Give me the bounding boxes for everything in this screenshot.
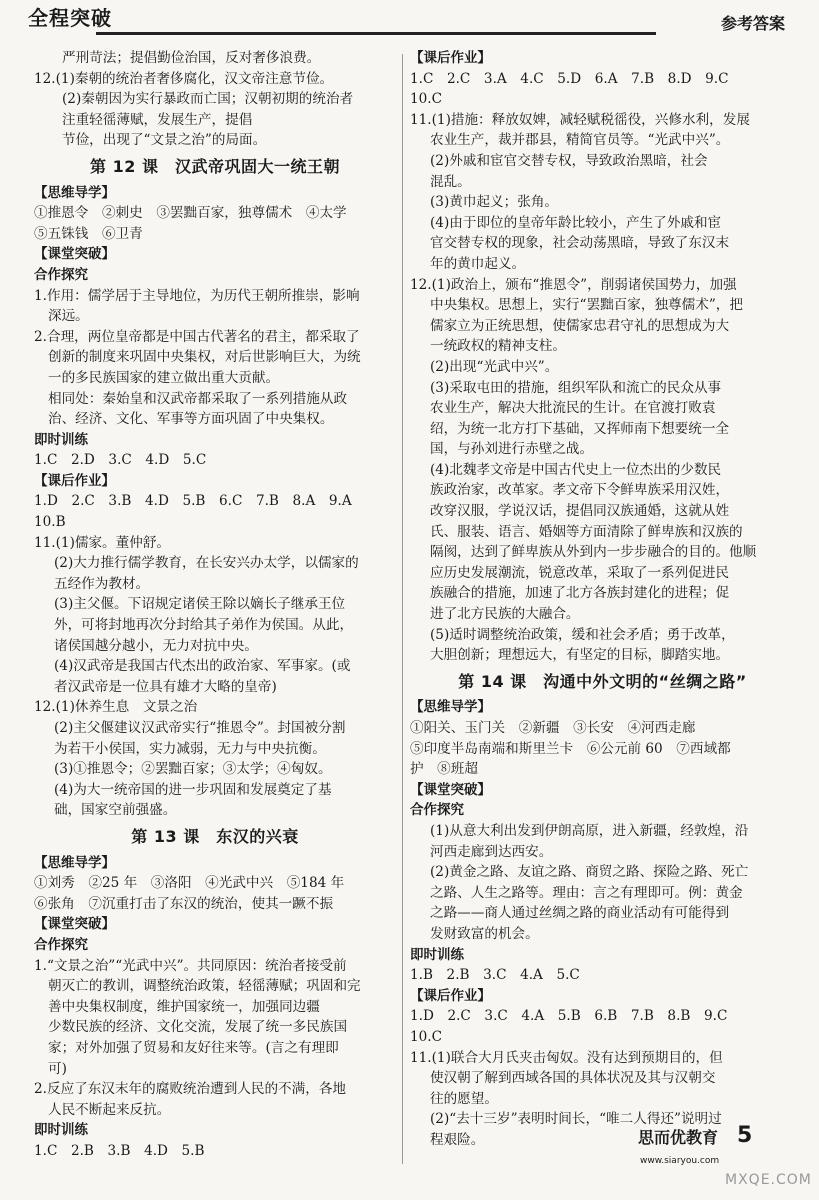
- text-line: (2)“去十三岁”表明时间长，“唯二人得还”说明过: [430, 1111, 722, 1128]
- text-line: 诸侯国越分越小，无力对抗中央。: [54, 637, 258, 654]
- text-line: 进了北方民族的大融合。: [430, 606, 580, 623]
- section-tag: 【课后作业】: [410, 987, 491, 1004]
- text-line: 12.(1)秦朝的统治者奢侈腐化，汉文帝注意节俭。: [34, 70, 334, 87]
- subsection-heading: 即时训练: [34, 431, 88, 448]
- text-line: ⑤印度半岛南端和斯里兰卡 ⑥公元前 60 ⑦西域都: [410, 740, 731, 757]
- text-line: 11.(1)措施：释放奴婢，减轻赋税徭役，兴修水利，发展: [410, 111, 750, 128]
- text-line: 混乱。: [430, 173, 471, 190]
- text-line: (3)采取屯田的措施，组织军队和流亡的民众从事: [430, 379, 722, 396]
- text-line: 朝灭亡的教训，调整统治政策，轻徭薄赋；巩固和完: [48, 978, 361, 995]
- text-line: 农业生产，解决大批流民的生计。在官渡打败袁: [430, 400, 716, 417]
- text-line: (5)适时调整统治政策，缓和社会矛盾；勇于改革，: [430, 626, 735, 643]
- text-line: 1.C 2.D 3.C 4.D 5.C: [34, 452, 207, 469]
- section-tag: 【课堂突破】: [410, 781, 491, 798]
- text-line: 往的愿望。: [430, 1090, 498, 1107]
- subsection-heading: 合作探究: [34, 936, 88, 953]
- text-line: 发财致富的机会。: [430, 925, 539, 942]
- text-line: ⑤五铢钱 ⑥卫青: [34, 225, 143, 242]
- text-line: 儒家立为正统思想，使儒家忠君守礼的思想成为大: [430, 317, 730, 334]
- text-line: 1.作用：儒学居于主导地位，为历代王朝所推崇，影响: [34, 287, 360, 304]
- section-tag: 【思维导学】: [410, 699, 491, 716]
- text-line: 治、经济、文化、军事等方面巩固了中央集权。: [48, 411, 334, 428]
- text-line: 官交替专权的现象，社会动荡黑暗，导致了东汉末: [430, 235, 730, 252]
- text-line: 改穿汉服，学说汉话，提倡同汉族通婚，这就从姓: [430, 503, 730, 520]
- lesson-heading: 第 13 课 东汉的兴衰: [131, 826, 299, 846]
- text-line: 隔阂，达到了鲜卑族从外到内一步步融合的目的。他顺: [430, 544, 757, 561]
- section-tag: 【课后作业】: [34, 472, 115, 489]
- section-title: 参考答案: [720, 14, 785, 33]
- page-number: 5: [737, 1123, 753, 1148]
- section-tag: 【课堂突破】: [34, 916, 115, 933]
- text-line: 善中央集权制度，维护国家统一，加强同边疆: [48, 998, 320, 1015]
- text-line: (3)主父偃。下诏规定诸侯王除以嫡长子继承王位: [54, 596, 346, 613]
- section-tag: 【思维导学】: [34, 854, 115, 871]
- text-line: (4)由于即位的皇帝年龄比较小，产生了外戚和宦: [430, 214, 722, 231]
- text-line: 之路——商人通过丝绸之路的商业活动有可能得到: [430, 905, 730, 922]
- text-line: 者汉武帝是一位具有雄才大略的皇帝): [54, 678, 277, 695]
- text-line: 应历史发展潮流，锐意改革，采取了一系列促进民: [430, 564, 730, 581]
- text-line: ①刘秀 ②25 年 ③洛阳 ④光武中兴 ⑤184 年: [34, 875, 345, 892]
- text-line: 国，与孙刘进行赤壁之战。: [430, 441, 594, 458]
- text-line: 10.B: [34, 514, 66, 531]
- text-line: 2.合理，两位皇帝都是中国古代著名的君主，都采取了: [34, 328, 360, 345]
- text-line: 五经作为教材。: [54, 575, 150, 592]
- text-line: 一的多民族国家的建立做出重大贡献。: [48, 369, 280, 386]
- text-line: 家；对外加强了贸易和友好往来等。(言之有理即: [48, 1039, 339, 1056]
- subsection-heading: 即时训练: [410, 946, 464, 963]
- text-line: (2)大力推行儒学教育，在长安兴办太学，以儒家的: [54, 555, 359, 572]
- text-line: (2)黄金之路、友谊之路、商贸之路、探险之路、死亡: [430, 864, 749, 881]
- text-line: 注重轻徭薄赋，发展生产，提倡: [62, 111, 253, 128]
- right-column: [410, 48, 795, 1150]
- text-line: 11.(1)联合大月氏夹击匈奴。没有达到预期目的，但: [410, 1049, 723, 1066]
- text-line: ①推恩令 ②刺史 ③罢黜百家，独尊儒术 ④太学: [34, 205, 347, 222]
- text-line: (2)出现“光武中兴”。: [430, 358, 559, 375]
- text-line: 深远。: [48, 308, 89, 325]
- text-line: (1)从意大利出发到伊朗高原，进入新疆，经敦煌，沿: [430, 822, 749, 839]
- text-line: 2.反应了东汉末年的腐败统治遭到人民的不满，各地: [34, 1081, 347, 1098]
- text-line: (4)汉武帝是我国古代杰出的政治家、军事家。(或: [54, 658, 351, 675]
- text-line: 12.(1)政治上，颁布“推恩令”，削弱诸侯国势力，加强: [410, 276, 737, 293]
- text-line: ⑥张角 ⑦沉重打击了东汉的统治，使其一蹶不振: [34, 895, 334, 912]
- text-line: 1.D 2.C 3.B 4.D 5.B 6.C 7.B 8.A 9.A: [34, 493, 352, 510]
- text-line: 1.D 2.C 3.C 4.A 5.B 6.B 7.B 8.B 9.C: [410, 1008, 728, 1025]
- text-line: 年的黄巾起义。: [430, 255, 526, 272]
- text-line: 础，国家空前强盛。: [54, 802, 177, 819]
- subsection-heading: 合作探究: [410, 802, 464, 819]
- book-title: 全程突破: [28, 6, 112, 30]
- subsection-heading: 合作探究: [34, 266, 88, 283]
- text-line: 绍，为统一北方打下基础，又挥师南下想要统一全: [430, 420, 730, 437]
- text-line: 河西走廊到达西安。: [430, 843, 553, 860]
- text-line: 严刑苛法；提倡勤俭治国，反对奢侈浪费。: [62, 50, 321, 66]
- text-line: 为若干小侯国，实力减弱，无力与中央抗衡。: [54, 740, 326, 757]
- text-line: 创新的制度来巩固中央集权，对后世影响巨大，为统: [48, 349, 361, 366]
- text-line: 相同处：秦始皇和汉武帝都采取了一系列措施从政: [48, 390, 348, 407]
- text-line: 人民不断起来反抗。: [48, 1101, 171, 1118]
- text-line: 11.(1)儒家。董仲舒。: [34, 534, 171, 551]
- text-line: (2)外戚和宦官交替专权，导致政治黑暗，社会: [430, 152, 708, 169]
- text-line: 一统政权的精神支柱。: [430, 338, 566, 355]
- text-line: (4)为大一统帝国的进一步巩固和发展奠定了基: [54, 781, 332, 798]
- text-line: 1.B 2.B 3.C 4.A 5.C: [410, 967, 580, 984]
- section-tag: 【思维导学】: [34, 184, 115, 201]
- text-line: 1.“文景之治”“光武中兴”。共同原因：统治者接受前: [34, 957, 347, 974]
- publisher-logo: 思而优教育: [638, 1128, 719, 1147]
- text-line: ①阳关、玉门关 ②新疆 ③长安 ④河西走廊: [410, 720, 696, 736]
- text-line: 之路、人生之路等。理由：言之有理即可。例：黄金: [430, 884, 743, 901]
- text-line: (3)黄巾起义；张角。: [430, 194, 559, 211]
- publisher-url: www.siaryou.com: [640, 1156, 720, 1166]
- text-line: 使汉朝了解到西域各国的具体状况及其与汉朝交: [430, 1070, 716, 1087]
- lesson-heading: 第 14 课 沟通中外文明的“丝绸之路”: [458, 671, 747, 691]
- text-line: 12.(1)休养生息 文景之治: [34, 699, 198, 716]
- subsection-heading: 即时训练: [34, 1122, 88, 1139]
- text-line: (3)①推恩令；②罢黜百家；③太学；④匈奴。: [54, 761, 332, 778]
- text-line: 程艰险。: [430, 1131, 485, 1148]
- watermark: MXQE.COM: [725, 1172, 812, 1188]
- page-header: [0, 0, 819, 46]
- text-line: (4)北魏孝文帝是中国古代史上一位杰出的少数民: [430, 461, 722, 478]
- header-rule: [96, 32, 656, 35]
- text-line: (2)主父偃建议汉武帝实行“推恩令”。封国被分割: [54, 720, 346, 736]
- column-divider: [402, 54, 403, 1164]
- text-line: 10.C: [410, 91, 443, 108]
- left-column: [34, 48, 396, 1161]
- text-line: 节俭，出现了“文景之治”的局面。: [62, 132, 267, 149]
- section-tag: 【课后作业】: [410, 50, 491, 66]
- text-line: 大胆创新；理想远大，有坚定的目标，脚踏实地。: [430, 647, 730, 664]
- text-line: 外，可将封地再次分封给其子弟作为侯国。从此，: [54, 617, 354, 634]
- text-line: 农业生产，裁并郡县，精简官员等。“光武中兴”。: [430, 132, 730, 149]
- text-line: 族融合的措施，加速了北方各族封建化的进程；促: [430, 585, 730, 602]
- text-line: 1.C 2.C 3.A 4.C 5.D 6.A 7.B 8.D 9.C: [410, 70, 729, 87]
- text-line: 族政治家，改革家。孝文帝下令鲜卑族采用汉姓，: [430, 482, 730, 499]
- text-line: 氏、服装、语言、婚姻等方面清除了鲜卑族和汉族的: [430, 523, 743, 540]
- text-line: 10.C: [410, 1028, 443, 1045]
- text-line: 可): [48, 1060, 67, 1077]
- lesson-heading: 第 12 课 汉武帝巩固大一统王朝: [90, 156, 340, 176]
- text-line: 护 ⑧班超: [410, 761, 478, 778]
- section-tag: 【课堂突破】: [34, 246, 115, 263]
- text-line: 1.C 2.B 3.B 4.D 5.B: [34, 1142, 205, 1159]
- text-line: (2)秦朝因为实行暴政而亡国；汉朝初期的统治者: [62, 91, 354, 108]
- text-line: 中央集权。思想上，实行“罢黜百家，独尊儒术”，把: [430, 297, 743, 314]
- text-line: 少数民族的经济、文化交流，发展了统一多民族国: [48, 1019, 348, 1036]
